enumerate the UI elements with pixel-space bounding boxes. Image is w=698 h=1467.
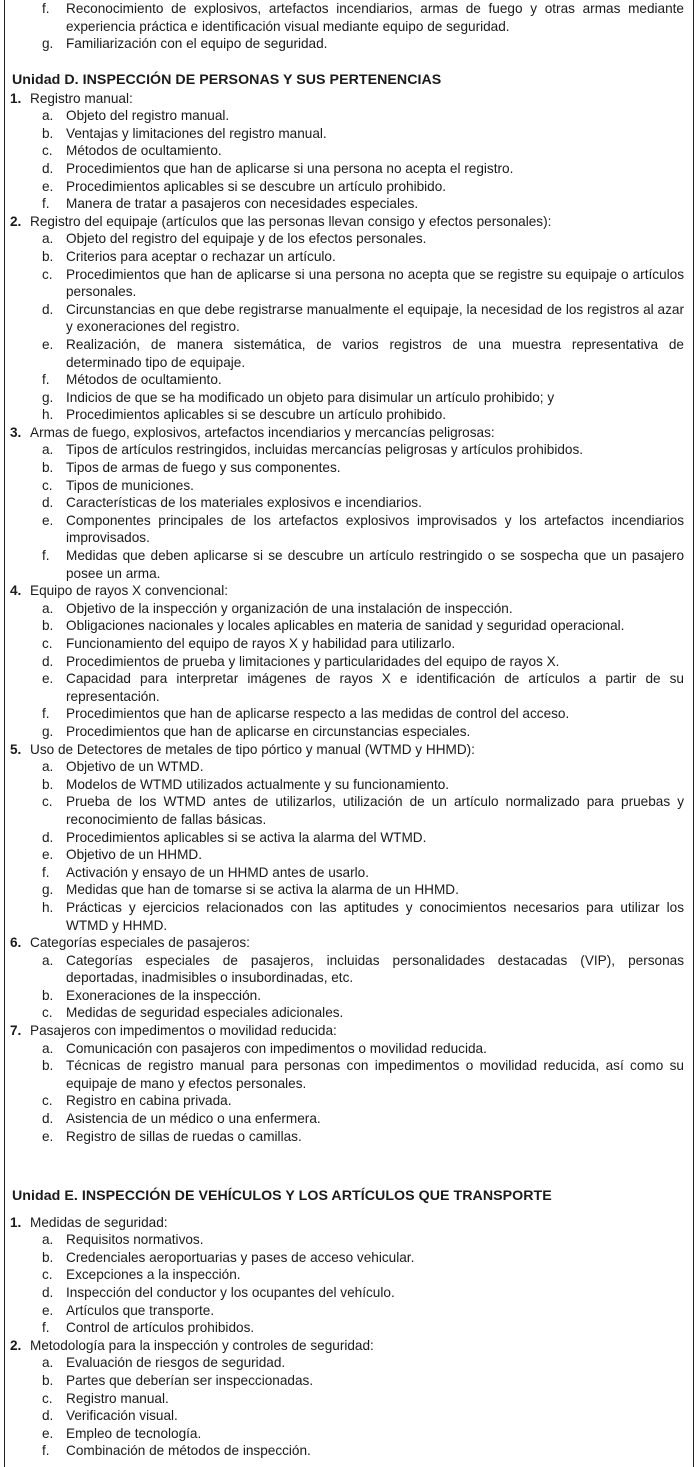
item-letter: a. <box>42 442 54 458</box>
item-letter: b. <box>42 1372 54 1388</box>
item-text: Artículos que transporte. <box>66 1302 215 1318</box>
item-letter: c. <box>42 1005 53 1021</box>
list-item <box>5 1249 693 1267</box>
item-letter: g. <box>42 723 54 739</box>
item-letter: a. <box>42 231 54 247</box>
item-text: Procedimientos que han de aplicarse respecto a las medidas de control del acceso. <box>66 706 570 722</box>
section-number: 1. <box>10 1214 22 1230</box>
item-text: Métodos de ocultamiento. <box>66 372 222 388</box>
item-letter: c. <box>42 266 53 282</box>
item-letter: e. <box>42 336 54 352</box>
item-text: Medidas de seguridad especiales adicionales. <box>66 1005 344 1021</box>
list-item <box>5 705 693 723</box>
item-letter: b. <box>42 618 54 634</box>
item-letter: e. <box>42 1128 54 1144</box>
item-text: Tipos de municiones. <box>66 477 194 493</box>
item-text: Inspección del conductor y los ocupantes del vehículo. <box>66 1284 395 1300</box>
section-number: 2. <box>10 213 22 229</box>
item-text: Partes que deberían ser inspeccionadas. <box>66 1372 314 1388</box>
list-item <box>5 952 693 987</box>
section-number: 5. <box>10 741 22 757</box>
list-item <box>5 1302 693 1320</box>
list-item <box>5 899 693 934</box>
item-letter: c. <box>42 1390 53 1406</box>
item-text: Tipos de artículos restringidos, incluidas mercancías peligrosas y artículos prohibidos. <box>66 442 584 458</box>
list-item <box>5 1231 693 1249</box>
list-item <box>5 881 693 899</box>
item-text: Circunstancias en que debe registrarse manualmente el equipaje, la necesidad de los registros al azar y exoneraciones del registro. <box>66 301 684 335</box>
list-item <box>5 160 693 178</box>
list-item <box>5 1372 693 1390</box>
item-letter: h. <box>42 899 54 915</box>
item-text: Requisitos normativos. <box>66 1232 204 1248</box>
item-text: Prueba de los WTMD antes de utilizarlos, utilización de un artículo normalizado para pruebas y reconocimiento de fallas básicas. <box>66 794 684 827</box>
list-item <box>5 178 693 196</box>
section-heading <box>5 741 693 759</box>
item-text: Capacidad para interpretar imágenes de rayos X e identificación de artículos a partir de su representación. <box>66 671 684 704</box>
list-item <box>5 653 693 671</box>
list-item <box>5 1354 693 1372</box>
item-letter: e. <box>42 512 54 528</box>
section-number: 1. <box>10 90 22 106</box>
item-text: Medidas que deben aplicarse si se descubre un artículo restringido o se sospecha que un pasajero posee un arma. <box>66 548 684 581</box>
item-text: Objeto del registro del equipaje y de los efectos personales. <box>66 231 427 247</box>
item-letter: e. <box>42 178 54 194</box>
item-letter: d. <box>42 495 54 511</box>
list-item <box>5 635 693 653</box>
list-item: f. Reconocimiento de explosivos, artefactos incendiarios, armas de fuego y otras armas mediante experiencia práctica e identificación visual mediante equipo de seguridad. <box>42 1 684 34</box>
item-letter: c. <box>42 1093 53 1109</box>
list-item <box>5 459 693 477</box>
list-item <box>5 1266 693 1284</box>
item-text: Procedimientos de prueba y limitaciones y particularidades del equipo de rayos X. <box>66 653 560 669</box>
item-text: Registro manual. <box>66 1390 169 1406</box>
list-item <box>5 142 693 160</box>
item-letter: g. <box>42 882 54 898</box>
item-letter: d. <box>42 1111 54 1127</box>
section-title: Medidas de seguridad: <box>30 1214 168 1230</box>
section-number: 3. <box>10 424 22 440</box>
list-item <box>5 477 693 495</box>
item-text: Funcionamiento del equipo de rayos X y habilidad para utilizarlo. <box>66 636 456 651</box>
item-letter: a. <box>42 600 54 616</box>
item-text: Excepciones a la inspección. <box>66 1267 241 1283</box>
list-item <box>5 829 693 847</box>
list-item <box>5 1284 693 1302</box>
item-text: Objetivo de la inspección y organización de una instalación de inspección. <box>66 600 513 616</box>
section-title: Metodología para la inspección y controles de seguridad: <box>30 1337 374 1353</box>
item-text: Evaluación de riesgos de seguridad. <box>66 1355 286 1371</box>
list-item <box>5 1057 693 1092</box>
item-letter: a. <box>42 108 54 124</box>
unit-e-sections <box>5 1214 693 1460</box>
item-text: Verificación visual. <box>66 1408 178 1424</box>
list-item <box>5 776 693 794</box>
item-letter: d. <box>42 829 54 845</box>
item-text: Objetivo de un WTMD. <box>66 759 204 775</box>
list-item <box>5 301 693 336</box>
section-heading <box>5 1022 693 1040</box>
list-item <box>5 125 693 143</box>
item-text: Ventajas y limitaciones del registro manual. <box>66 125 327 141</box>
item-text: Comunicación con pasajeros con impedimentos o movilidad reducida. <box>66 1040 487 1056</box>
list-item <box>5 617 693 635</box>
item-letter: f. <box>42 548 50 564</box>
section-heading <box>5 424 693 442</box>
list-item <box>5 371 693 389</box>
item-letter: e. <box>42 847 54 863</box>
item-letter: d. <box>42 1408 54 1424</box>
section-heading <box>5 90 693 108</box>
section-number: 6. <box>10 935 22 951</box>
item-letter: f. <box>42 864 50 880</box>
item-text: Métodos de ocultamiento. <box>66 143 222 159</box>
item-text: Prácticas y ejercicios relacionados con las aptitudes y conocimientos necesarios para utilizar los WTMD y HHMD. <box>66 899 684 933</box>
section-title: Registro manual: <box>30 90 133 106</box>
item-letter: a. <box>42 1040 54 1056</box>
unit-d-title: Unidad D. INSPECCIÓN DE PERSONAS Y SUS PERTENENCIAS <box>12 72 442 88</box>
list-item <box>5 1319 693 1337</box>
item-letter: f. <box>42 1443 50 1459</box>
list-item <box>5 512 693 547</box>
item-letter: a. <box>42 952 54 968</box>
list-item <box>5 195 693 213</box>
list-item <box>5 494 693 512</box>
item-letter: b. <box>42 776 54 792</box>
list-item <box>5 389 693 407</box>
item-letter: c. <box>42 1267 53 1283</box>
item-letter: b. <box>42 248 54 264</box>
item-letter: b. <box>42 1249 54 1265</box>
item-letter: h. <box>42 407 54 423</box>
unit-d-sections <box>5 90 693 1146</box>
item-text: Procedimientos que han de aplicarse si una persona no acepta que se registre su equipaje o artículos personales. <box>66 266 684 300</box>
item-text: Características de los materiales explosivos e incendiarios. <box>66 495 422 511</box>
item-text: Modelos de WTMD utilizados actualmente y su funcionamiento. <box>66 776 450 792</box>
item-letter: c. <box>42 477 53 493</box>
item-letter: d. <box>42 1284 54 1300</box>
item-letter: f. <box>42 372 50 388</box>
list-item <box>5 987 693 1005</box>
item-text: Objetivo de un HHMD. <box>66 847 202 863</box>
section-title: Equipo de rayos X convencional: <box>30 583 228 599</box>
list-item <box>5 1425 693 1443</box>
section-number: 2. <box>10 1337 22 1353</box>
item-text: Criterios para aceptar o rechazar un artículo. <box>66 248 336 264</box>
list-item <box>5 406 693 424</box>
item-text: Técnicas de registro manual para personas con impedimentos o movilidad reducida, así como su equipaje de mano y efectos personales. <box>66 1058 684 1091</box>
list-item: g. Familiarización con el equipo de seguridad. <box>42 36 328 52</box>
item-text: Procedimientos que han de aplicarse si una persona no acepta el registro. <box>66 160 514 176</box>
section-heading <box>5 934 693 952</box>
item-text: Procedimientos aplicables si se descubre un artículo prohibido. <box>66 407 447 423</box>
item-letter: f. <box>42 196 50 212</box>
item-letter: f. <box>42 706 50 722</box>
item-letter: e. <box>42 1302 54 1318</box>
list-item <box>5 1442 693 1460</box>
item-text: Registro en cabina privada. <box>66 1093 232 1109</box>
section-heading <box>5 1214 693 1232</box>
list-item <box>5 1110 693 1128</box>
item-letter: c. <box>42 636 53 651</box>
list-item <box>5 723 693 741</box>
item-text: Empleo de tecnología. <box>66 1425 202 1441</box>
item-letter: d. <box>42 160 54 176</box>
list-item <box>5 441 693 459</box>
item-text: Realización, de manera sistemática, de varios registros de una muestra representativa de determinado tipo de equipaje. <box>66 336 684 370</box>
section-title: Armas de fuego, explosivos, artefactos incendiarios y mercancías peligrosas: <box>30 424 495 440</box>
list-item <box>5 336 693 371</box>
item-text: Manera de tratar a pasajeros con necesidades especiales. <box>66 196 419 212</box>
list-item <box>5 758 693 776</box>
item-letter: c. <box>42 794 53 810</box>
item-letter: e. <box>42 671 54 687</box>
list-item <box>5 230 693 248</box>
section-title: Pasajeros con impedimentos o movilidad reducida: <box>30 1023 337 1039</box>
item-letter: d. <box>42 653 54 669</box>
list-item <box>5 670 693 705</box>
document-page <box>4 0 694 1467</box>
list-item <box>5 1040 693 1058</box>
item-text: Combinación de métodos de inspección. <box>66 1443 311 1459</box>
list-item <box>5 846 693 864</box>
item-text: Obligaciones nacionales y locales aplicables en materia de sanidad y seguridad operacional. <box>66 618 625 634</box>
list-item <box>5 1407 693 1425</box>
section-number: 4. <box>10 583 22 599</box>
item-letter: b. <box>42 125 54 141</box>
item-text: Asistencia de un médico o una enfermera. <box>66 1111 321 1127</box>
item-text: Exoneraciones de la inspección. <box>66 987 261 1003</box>
section-title: Categorías especiales de pasajeros: <box>30 935 250 951</box>
item-text: Procedimientos aplicables si se activa la alarma del WTMD. <box>66 829 427 845</box>
list-item <box>5 1092 693 1110</box>
list-item <box>5 248 693 266</box>
item-text: Procedimientos que han de aplicarse en circunstancias especiales. <box>66 723 471 739</box>
item-letter: f. <box>42 1320 50 1336</box>
item-letter: g. <box>42 389 54 405</box>
list-item <box>5 547 693 582</box>
list-item <box>5 1390 693 1408</box>
section-title: Registro del equipaje (artículos que las personas llevan consigo y efectos personales): <box>30 213 552 229</box>
section-heading <box>5 582 693 600</box>
item-text: Control de artículos prohibidos. <box>66 1320 255 1336</box>
section-heading <box>5 1337 693 1355</box>
list-item <box>5 600 693 618</box>
section-title: Uso de Detectores de metales de tipo pórtico y manual (WTMD y HHMD): <box>30 741 475 757</box>
item-text: Objeto del registro manual. <box>66 108 230 124</box>
item-letter: b. <box>42 460 54 476</box>
item-text: Componentes principales de los artefactos explosivos improvisados y los artefactos incendiarios improvisados. <box>66 512 684 546</box>
item-letter: a. <box>42 1232 54 1248</box>
item-text: Categorías especiales de pasajeros, incluidas personalidades destacadas (VIP), personas deportadas, inadmisibles o insubordinadas, etc. <box>66 952 684 986</box>
section-number: 7. <box>10 1023 22 1039</box>
item-text: Indicios de que se ha modificado un objeto para disimular un artículo prohibido; y <box>66 389 555 405</box>
item-letter: b. <box>42 1058 54 1074</box>
item-text: Registro de sillas de ruedas o camillas. <box>66 1128 302 1144</box>
item-text: Activación y ensayo de un HHMD antes de usarlo. <box>66 864 369 880</box>
item-letter: c. <box>42 143 53 159</box>
item-text: Procedimientos aplicables si se descubre un artículo prohibido. <box>66 178 447 194</box>
continued-item-list <box>5 0 693 53</box>
item-letter: e. <box>42 1425 54 1441</box>
unit-e <box>5 1188 693 1460</box>
item-text: Tipos de armas de fuego y sus componentes. <box>66 460 341 476</box>
item-letter: a. <box>42 759 54 775</box>
list-item <box>5 793 693 828</box>
list-item <box>5 1004 693 1022</box>
item-text: Medidas que han de tomarse si se activa la alarma de un HHMD. <box>66 882 459 898</box>
item-letter: a. <box>42 1355 54 1371</box>
list-item <box>5 864 693 882</box>
unit-e-title: Unidad E. INSPECCIÓN DE VEHÍCULOS Y LOS ARTÍCULOS QUE TRANSPORTE <box>12 1188 552 1204</box>
section-heading <box>5 213 693 231</box>
item-text: Credenciales aeroportuarias y pases de acceso vehicular. <box>66 1249 415 1265</box>
list-item <box>5 1128 693 1146</box>
list-item <box>5 107 693 125</box>
list-item <box>5 266 693 301</box>
item-letter: d. <box>42 301 54 317</box>
unit-d <box>5 72 693 1145</box>
item-letter: b. <box>42 987 54 1003</box>
